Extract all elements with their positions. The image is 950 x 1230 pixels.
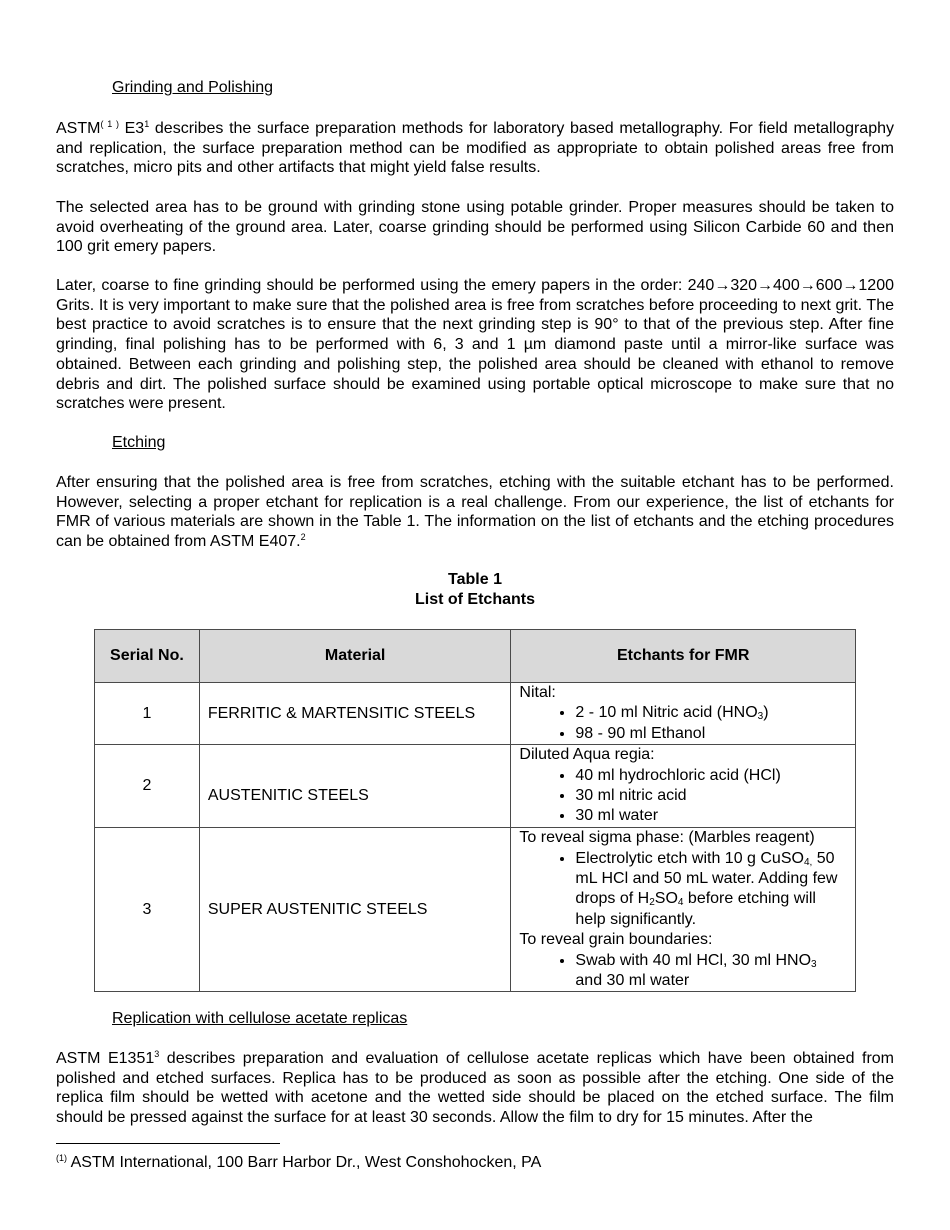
- etchant-cell: [511, 745, 856, 828]
- footnote: [56, 1153, 541, 1173]
- etchant-intro: Nital:: [519, 684, 556, 701]
- citation-ref-2: 2: [300, 532, 306, 543]
- header-material: Material: [199, 630, 511, 683]
- section-heading-etching: Etching: [112, 434, 166, 451]
- section-heading-grinding: Grinding and Polishing: [112, 79, 273, 96]
- etchant-item: • 98 - 90 ml Ethanol: [575, 724, 855, 744]
- citation-ref-1: 1: [144, 119, 150, 129]
- etchant-item: • 2 - 10 ml Nitric acid $(HNO_3)$: [575, 703, 855, 723]
- p1-text-b: E3: [118, 120, 145, 137]
- etchant-cell: [511, 683, 856, 745]
- p1-text-c: describes the surface preparation methods for laboratory based metallography. For field metallography and replication, the surface preparation method can be modified as appropriate to obtain polished areas free from scratches, micro pits and other artifacts that might yield false results.: [56, 120, 894, 177]
- etchant-item: • 30 ml water: [575, 806, 855, 826]
- paragraph-coarse-to-fine: Later, coarse to fine grinding should be performed using the emery papers in the order: 240→320→400→600→1200 Grits. It is very important to make sure that the polished area is free from scratches before proceeding to next grit. The best practice to avoid scratches is to ensure that the next grinding step is 90° to that of the previous step. After fine grinding, final polishing has to be performed with 6, 3 and 1 µm diamond paste until a mirror-like surface was obtained. Between each grinding and polishing step, the polished area should be cleaned with ethanol to remove debris and dirt. The polished surface should be examined using portable optical microscope to make sure that no scratches were present.: [56, 277, 894, 413]
- table-caption-number: Table 1: [448, 571, 502, 588]
- etchant-item: • 30 ml nitric acid: [575, 786, 855, 806]
- serial-cell: 2: [95, 745, 200, 828]
- footnote-text: ASTM International, 100 Barr Harbor Dr., West Conshohocken, PA: [67, 1154, 542, 1171]
- etchants-table: [94, 629, 856, 992]
- etchant-intro: Diluted Aqua regia:: [519, 746, 655, 764]
- p1-text-a: ASTM: [56, 120, 101, 137]
- p5-text-b: describes preparation and evaluation of cellulose acetate replicas which have been obtained from polished and etched surfaces. Replica has to be produced as soon as possible after the etching. One side of the replica film should be wetted with acetone and the wetted side should be placed on the etched surface. The film should be pressed against the surface for at least 30 seconds. Allow the film to dry for 15 minutes. After the: [56, 1050, 895, 1127]
- material-cell: FERRITIC & MARTENSITIC STEELS: [199, 683, 511, 745]
- footnote-separator: [56, 1143, 280, 1144]
- paragraph-etchant-selection: [56, 473, 894, 552]
- etchant-item: • Electrolytic etch with 10 g CuSO$_{4,}$ 50 mL HCl and 50 mL water. Adding few drops of $H_2SO_4$ before etching will help significantly.: [575, 849, 855, 931]
- footnote-ref-1: ( 1 ): [100, 119, 119, 129]
- table-row: [95, 828, 856, 992]
- table-row: [95, 683, 856, 745]
- p4-text: After ensuring that the polished area is free from scratches, etching with the suitable etchant has to be performed. However, selecting a proper etchant for replication is a real challenge. From our experience, the list of etchants for FMR of various materials are shown in the Table 1. The information on the list of etchants and the etching procedures can be obtained from ASTM E407.: [56, 474, 894, 551]
- material-cell: SUPER AUSTENITIC STEELS: [199, 828, 511, 992]
- table-header-row: [95, 630, 856, 683]
- etchant-item: • Swab with 40 ml HCl, 30 ml $HNO_3$ and 30 ml water: [575, 951, 855, 992]
- table-row: [95, 745, 856, 828]
- etchant-cell: [511, 828, 856, 992]
- etchant-item: • 40 ml hydrochloric acid (HCl): [575, 766, 855, 786]
- citation-ref-3: 3: [154, 1049, 160, 1059]
- footnote-mark: (1): [56, 1153, 67, 1163]
- p5-text-a: ASTM E1351: [56, 1050, 155, 1067]
- table-caption-title: List of Etchants: [414, 591, 535, 608]
- material-cell: AUSTENITIC STEELS: [199, 745, 511, 828]
- etchant-intro: To reveal grain boundaries:: [519, 931, 713, 949]
- paragraph-astm-e1351: [56, 1049, 894, 1128]
- header-etchants: Etchants for FMR: [511, 630, 856, 683]
- section-heading-replication: Replication with cellulose acetate replicas: [112, 1010, 408, 1027]
- serial-cell: 1: [95, 683, 200, 745]
- paragraph-grinding-stone: The selected area has to be ground with grinding stone using potable grinder. Proper measures should be taken to avoid overheating of the ground area. Later, coarse grinding should be performed using Silicon Carbide 60 and then 100 grit emery papers.: [56, 199, 894, 256]
- paragraph-astm-e3: [56, 119, 894, 178]
- serial-cell: 3: [95, 828, 200, 992]
- etchant-intro: To reveal sigma phase: (Marbles reagent): [519, 829, 815, 847]
- header-serial-no: Serial No.: [95, 630, 200, 683]
